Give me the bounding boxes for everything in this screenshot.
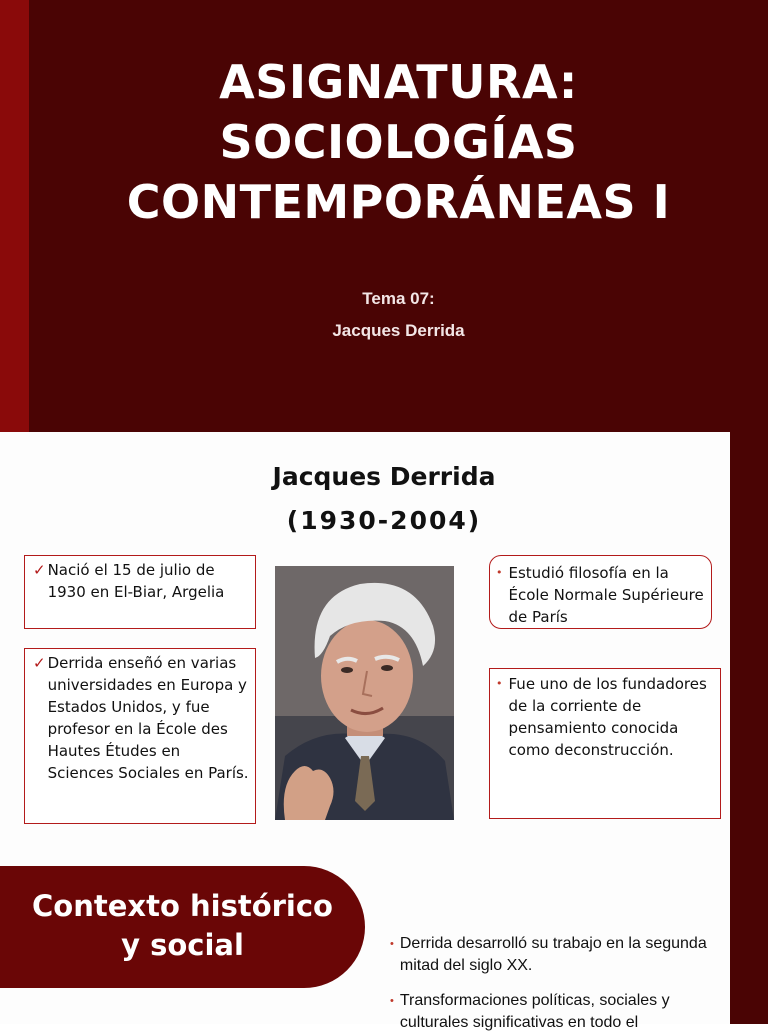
birth-info-text: Nació el 15 de julio de 1930 en El-Biar, Argelia bbox=[47, 561, 225, 601]
title-line-2: SOCIOLOGÍAS bbox=[219, 115, 578, 169]
topic-name: Jacques Derrida bbox=[332, 321, 465, 340]
studies-info-box bbox=[489, 555, 712, 629]
banner-title-line-2: y social bbox=[121, 928, 244, 962]
context-bullet-2 bbox=[390, 990, 720, 1034]
context-bullet-text: Derrida desarrolló su trabajo en la segunda mitad del siglo XX. bbox=[399, 935, 707, 974]
checkmark-icon: ✓ bbox=[33, 561, 46, 579]
studies-info-text: Estudió filosofía en la École Normale Supérieure de París bbox=[508, 564, 704, 626]
bullet-icon: • bbox=[390, 938, 394, 950]
title-line-3: CONTEMPORÁNEAS I bbox=[126, 175, 671, 229]
birth-info-box bbox=[24, 555, 256, 629]
deconstruction-info-text: Fue uno de los fundadores de la corriente de pensamiento conocida como deconstrucción. bbox=[508, 675, 707, 759]
biography-years: (1930-2004) bbox=[286, 506, 482, 535]
bullet-icon: • bbox=[496, 566, 503, 579]
deconstruction-info-box bbox=[489, 668, 721, 819]
course-title bbox=[29, 52, 768, 232]
topic-number: Tema 07: bbox=[362, 289, 435, 308]
section-banner bbox=[0, 866, 365, 988]
context-bullet-1 bbox=[390, 933, 720, 977]
accent-stripe bbox=[0, 0, 29, 432]
portrait-illustration bbox=[275, 566, 454, 820]
banner-title-line-1: Contexto histórico bbox=[32, 889, 333, 923]
slide-edge bbox=[730, 432, 768, 866]
bullet-icon: • bbox=[390, 995, 394, 1007]
teaching-info-box bbox=[24, 648, 256, 824]
bullet-icon: • bbox=[496, 677, 503, 690]
title-slide bbox=[0, 0, 768, 432]
derrida-portrait bbox=[275, 566, 454, 820]
context-bullet-text: Transformaciones políticas, sociales y culturales significativas en todo el bbox=[399, 992, 670, 1031]
checkmark-icon: ✓ bbox=[33, 654, 46, 672]
biography-heading: Jacques Derrida bbox=[272, 462, 496, 491]
teaching-info-text: Derrida enseñó en varias universidades en Europa y Estados Unidos, y fue profesor en la École des Hautes Études en Sciences Sociales en París. bbox=[47, 654, 249, 782]
slide-edge bbox=[730, 866, 768, 1024]
title-line-1: ASIGNATURA: bbox=[219, 55, 578, 109]
